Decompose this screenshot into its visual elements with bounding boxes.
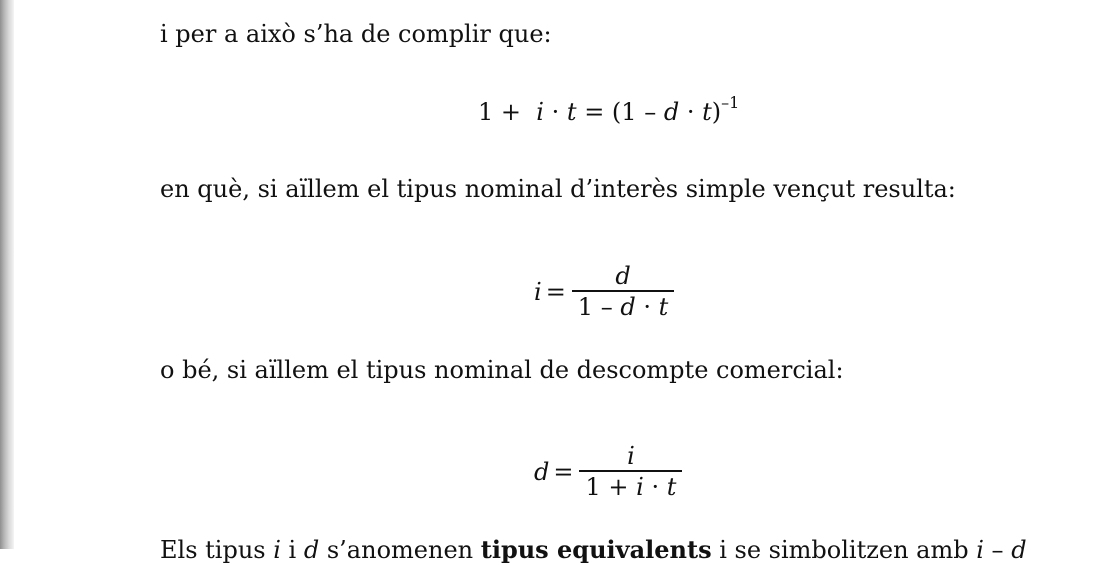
p4-text-c: i (280, 536, 304, 564)
p4-text-g: i se simbolitzen amb (711, 536, 977, 564)
eq3-denominator (579, 472, 682, 502)
eq2-lhs: i (534, 277, 542, 306)
eq3-den-one: 1 + (585, 472, 629, 501)
paragraph-4 (160, 535, 1027, 565)
eq2-den-t: t (658, 292, 669, 321)
p4-bold-term: tipus equivalents (480, 535, 712, 564)
eq2-numerator: d (615, 262, 631, 290)
eq3-fraction (579, 442, 682, 502)
eq2-denominator (572, 292, 675, 322)
paragraph-3: o bé, si aïllem el tipus nominal de descompte comercial: (160, 356, 844, 384)
p4-text-e: s’anomenen (319, 536, 481, 564)
eq1-dot-1: · (551, 98, 560, 126)
p4-var-d-2: d (1011, 536, 1027, 564)
eq1-dot-2: · (686, 98, 695, 126)
eq1-one-plus: 1 + (478, 98, 522, 126)
equation-equivalence (478, 93, 740, 130)
eq3-equals: = (553, 457, 574, 486)
equation-discount-rate (534, 442, 682, 502)
eq2-den-one: 1 – (577, 292, 613, 321)
p4-var-i-2: i (976, 536, 984, 564)
eq2-equals: = (545, 277, 566, 306)
eq1-equals-open: = (1 – (584, 98, 657, 126)
eq1-close-paren: ) (711, 98, 722, 126)
eq2-den-d: d (620, 292, 636, 321)
eq1-exponent: –1 (721, 93, 740, 112)
p4-var-i: i (273, 536, 281, 564)
eq2-fraction (572, 262, 675, 322)
eq3-den-i: i (636, 472, 644, 501)
eq1-var-t: t (566, 98, 577, 126)
eq2-den-dot: · (643, 292, 651, 321)
equation-interest-rate (534, 262, 674, 322)
eq1-var-i: i (536, 98, 544, 126)
eq3-numerator: i (627, 442, 635, 470)
p4-text-a: Els tipus (160, 536, 274, 564)
p4-var-d: d (303, 536, 320, 564)
page-shadow-edge (0, 0, 14, 549)
eq1-var-t-2: t (702, 98, 712, 126)
p4-dash: – (983, 536, 1012, 564)
document-page (14, 0, 1105, 564)
eq3-lhs: d (534, 457, 550, 486)
eq3-den-dot: · (651, 472, 660, 501)
paragraph-2: en què, si aïllem el tipus nominal d’interès simple vençut resulta: (160, 175, 956, 203)
eq1-var-d: d (663, 98, 680, 126)
eq3-den-t: t (666, 472, 677, 501)
paragraph-1: i per a això s’ha de complir que: (160, 20, 552, 48)
